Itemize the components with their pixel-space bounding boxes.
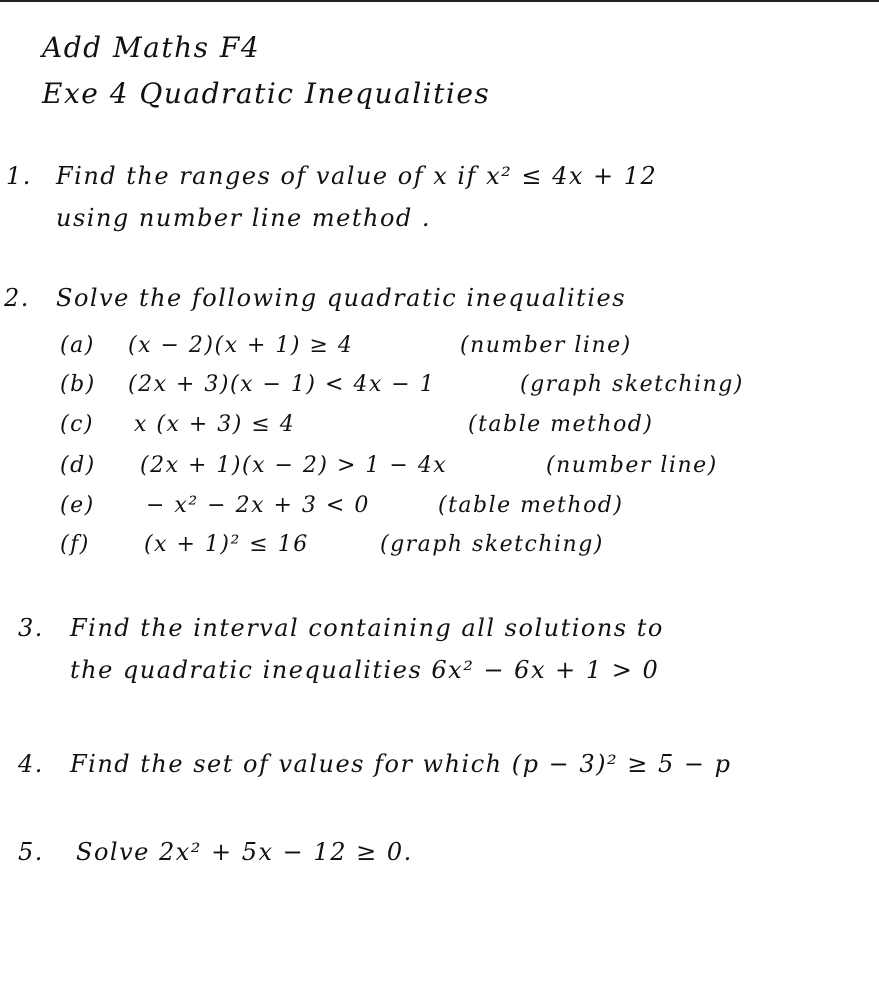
q2a-expression: (x − 2)(x + 1) ≥ 4 bbox=[128, 333, 354, 358]
q2-line-1: Solve the following quadratic inequalities bbox=[56, 284, 627, 312]
q2e-method: (table method) bbox=[438, 493, 624, 518]
q3-number: 3. bbox=[18, 614, 44, 642]
q3-line-2: the quadratic inequalities 6x² − 6x + 1 > 0 bbox=[70, 656, 660, 684]
q2e-expression: − x² − 2x + 3 < 0 bbox=[146, 493, 370, 518]
q2e-label: (e) bbox=[60, 493, 95, 518]
q2c-expression: x (x + 3) ≤ 4 bbox=[134, 412, 296, 437]
q2a-method: (number line) bbox=[460, 333, 632, 358]
course-title: Add Maths F4 bbox=[42, 31, 261, 64]
q5-line-1: Solve 2x² + 5x − 12 ≥ 0. bbox=[76, 838, 413, 866]
top-border bbox=[0, 0, 879, 2]
q2b-expression: (2x + 3)(x − 1) < 4x − 1 bbox=[128, 372, 436, 397]
q4-number: 4. bbox=[18, 750, 44, 778]
q2-number: 2. bbox=[4, 284, 30, 312]
q2d-method: (number line) bbox=[546, 453, 718, 478]
q2a-label: (a) bbox=[60, 333, 95, 358]
q2b-method: (graph sketching) bbox=[520, 372, 744, 397]
q1-line-2: using number line method . bbox=[56, 204, 432, 232]
q1-line-1: Find the ranges of value of x if x² ≤ 4x + 12 bbox=[56, 162, 658, 190]
q2d-label: (d) bbox=[60, 453, 96, 478]
q2f-expression: (x + 1)² ≤ 16 bbox=[144, 532, 309, 557]
q2c-label: (c) bbox=[60, 412, 94, 437]
q1-number: 1. bbox=[6, 162, 32, 190]
exercise-title: Exe 4 Quadratic Inequalities bbox=[42, 77, 491, 110]
q3-line-1: Find the interval containing all solutions to bbox=[70, 614, 664, 642]
q5-number: 5. bbox=[18, 838, 44, 866]
q4-line-1: Find the set of values for which (p − 3)² ≥ 5 − p bbox=[70, 750, 732, 778]
q2f-label: (f) bbox=[60, 532, 90, 557]
q2b-label: (b) bbox=[60, 372, 96, 397]
q2c-method: (table method) bbox=[468, 412, 654, 437]
q2d-expression: (2x + 1)(x − 2) > 1 − 4x bbox=[140, 453, 448, 478]
q2f-method: (graph sketching) bbox=[380, 532, 604, 557]
